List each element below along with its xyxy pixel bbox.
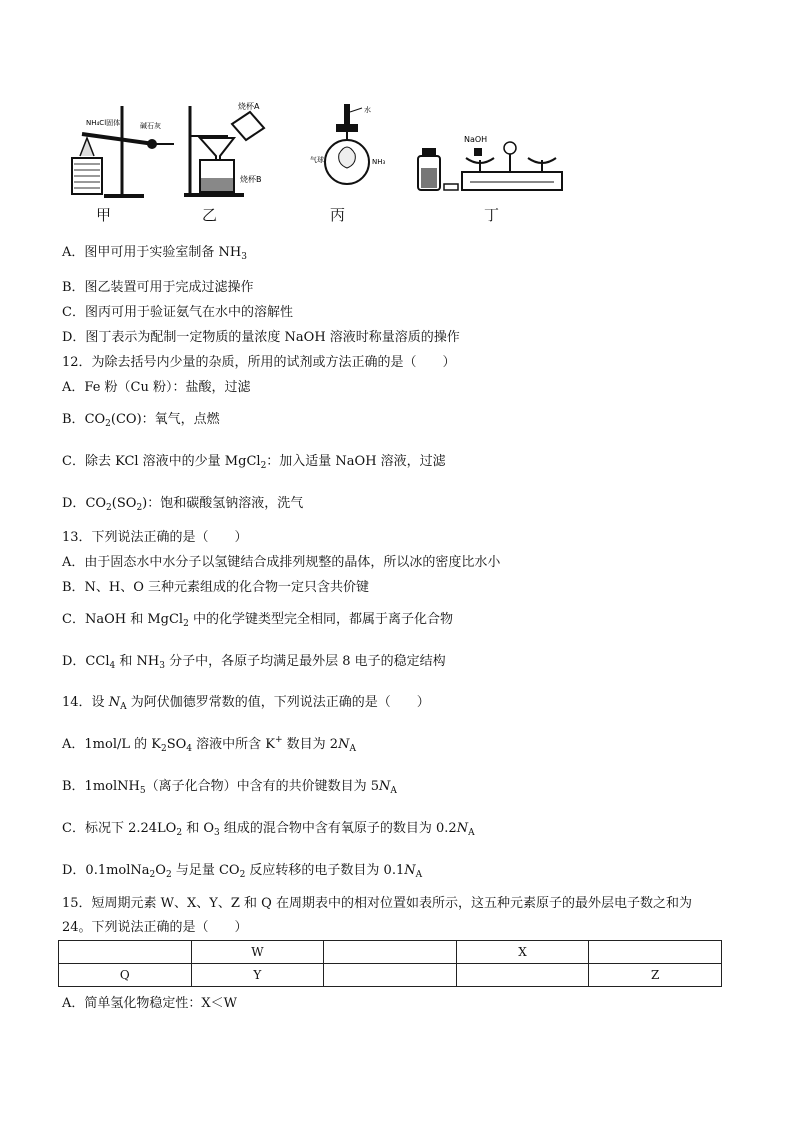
figure-label-yi: 乙 <box>202 206 218 224</box>
figure-label-ding: 丁 <box>484 206 500 224</box>
table-cell: Z <box>589 964 722 987</box>
table-cell <box>324 964 457 987</box>
q12-option-b: B．$CO_2(CO)$：氧气，点燃 <box>62 412 220 429</box>
q14-option-b: B．1molNH$_5$（离子化合物）中含有的共价键数目为 $5N_A$ <box>62 779 397 796</box>
label-nh4cl: NH₄Cl固体 <box>86 119 121 127</box>
table-cell: Y <box>191 964 324 987</box>
table-cell: X <box>456 941 589 964</box>
figure-label-bing: 丙 <box>330 206 346 224</box>
figure-bing-solubility <box>306 98 406 203</box>
q11-option-c: C．图丙可用于验证氨气在水中的溶解性 <box>62 305 293 320</box>
figure-ding-balance <box>414 98 574 203</box>
table-cell: W <box>191 941 324 964</box>
q11-option-b: B．图乙装置可用于完成过滤操作 <box>62 280 254 295</box>
q12-option-a: A．Fe 粉（Cu 粉）：盐酸，过滤 <box>62 380 251 395</box>
figure-yi-filtration <box>178 98 298 203</box>
q13-option-c: C．NaOH 和 MgCl$_2$ 中的化学键类型完全相同，都属于离子化合物 <box>62 612 453 629</box>
q13-option-a: A．由于固态水中水分子以氢键结合成排列规整的晶体，所以冰的密度比水小 <box>62 555 501 570</box>
table-cell <box>324 941 457 964</box>
q15-stem-line2: 24。下列说法正确的是（ ） <box>62 920 248 935</box>
label-beaker-a: 烧杯A <box>238 102 260 111</box>
q15-stem-line1: 15．短周期元素 W、X、Y、Z 和 Q 在周期表中的相对位置如表所示，这五种元素原子的最外层电子数之和为 <box>62 896 692 911</box>
apparatus-figures <box>60 98 750 228</box>
q11-option-d: D．图丁表示为配制一定物质的量浓度 NaOH 溶液时称量溶质的操作 <box>62 330 460 345</box>
label-beaker-b: 烧杯B <box>240 175 262 184</box>
label-soda-lime: 碱石灰 <box>140 122 161 130</box>
q13-stem: 13．下列说法正确的是（ ） <box>62 530 248 545</box>
table-cell <box>589 941 722 964</box>
q12-option-c: C．除去 KCl 溶液中的少量 MgCl$_2$：加入适量 NaOH 溶液，过滤 <box>62 454 446 471</box>
periodic-table-fragment <box>58 940 722 987</box>
figure-jia-heating-apparatus <box>64 98 184 203</box>
q11-option-a: A．图甲可用于实验室制备 $NH_3$ <box>62 245 247 262</box>
q13-option-b: B．N、H、O 三种元素组成的化合物一定只含共价键 <box>62 580 370 595</box>
q12-option-d: D．$CO_2(SO_2)$：饱和碳酸氢钠溶液，洗气 <box>62 496 304 513</box>
table-row <box>59 964 722 987</box>
table-row <box>59 941 722 964</box>
label-water: 水 <box>364 106 371 114</box>
q15-option-a: A．简单氢化物稳定性：X＜W <box>62 996 238 1011</box>
label-naoh: NaOH <box>464 135 488 144</box>
label-balloon: 气球 <box>310 156 324 164</box>
table-cell <box>456 964 589 987</box>
q13-option-d: D．CCl$_4$ 和 $NH_3$ 分子中，各原子均满足最外层 8 电子的稳定结构 <box>62 654 446 671</box>
label-nh3: NH₃ <box>372 158 386 166</box>
table-cell: Q <box>59 964 192 987</box>
figure-label-jia: 甲 <box>96 206 112 224</box>
table-cell <box>59 941 192 964</box>
q14-option-c: C．标况下 $2.24LO_2$ 和 $O_3$ 组成的混合物中含有氧原子的数目为 $0.2N_A$ <box>62 821 475 838</box>
q14-stem: 14．设 $N_A$ 为阿伏伽德罗常数的值，下列说法正确的是（ ） <box>62 695 430 712</box>
q14-option-a: A．1mol/L 的 $K_2SO_4$ 溶液中所含 K+ 数目为 $2N_A$ <box>62 735 356 754</box>
q14-option-d: D．$0.1molNa_2O_2$ 与足量 $CO_2$ 反应转移的电子数目为 $0.1N_A$ <box>62 863 423 880</box>
q12-stem: 12．为除去括号内少量的杂质，所用的试剂或方法正确的是（ ） <box>62 355 456 370</box>
